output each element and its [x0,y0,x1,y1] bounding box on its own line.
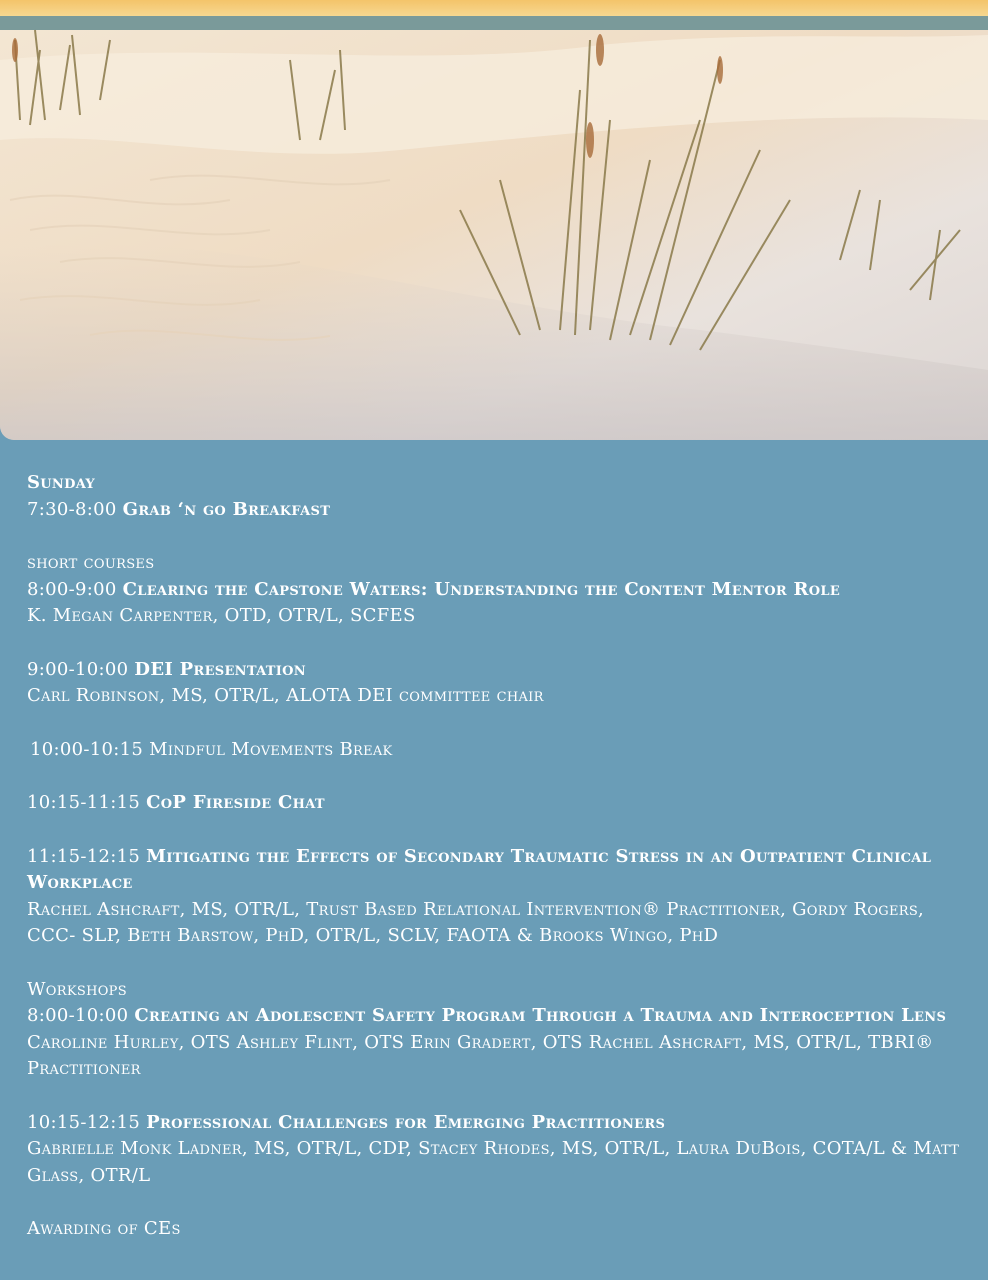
workshop-1-title: Creating an Adolescent Safety Program Through a Trauma and Interoception Lens [134,1005,947,1026]
closing-text: Awarding of CEs [27,1218,181,1239]
short-courses-heading: short courses [27,552,155,573]
session-2-presenters: Carl Robinson, MS, OTR/L, ALOTA DEI committee chair [27,685,544,706]
session-1-presenters: K. Megan Carpenter, OTD, OTR/L, SCFES [27,605,416,626]
session-1-row [27,577,967,604]
session-2-time: 9:00-10:00 [27,658,129,680]
breakfast-time: 7:30-8:00 [27,498,117,520]
session-3-title: CoP Fireside Chat [146,792,325,813]
session-1-title: Clearing the Capstone Waters: Understanding the Content Mentor Role [122,578,841,600]
session-2-title: DEI Presentation [134,658,306,680]
workshop-2-time: 10:15-12:15 [27,1111,141,1133]
workshop-2-presenters: Gabrielle Monk Ladner, MS, OTR/L, CDP, Stacey Rhodes, MS, OTR/L, Laura DuBois, COTA/L & Matt Glass, OTR/L [27,1138,960,1186]
session-2-row [27,657,967,684]
session-4-row [27,844,967,897]
beach-dunes-photo [0,0,988,440]
workshop-1-presenters: Caroline Hurley, OTS Ashley Flint, OTS Erin Gradert, OTS Rachel Ashcraft, MS, OTR/L, TBRI® Practitioner [27,1031,934,1079]
breakfast-title: Grab ‘n go Breakfast [122,498,331,520]
workshop-1-time: 8:00-10:00 [27,1005,129,1026]
workshop-1-row [27,1003,967,1030]
schedule [27,470,967,1243]
workshop-2-row [27,1110,967,1137]
workshops-heading: Workshops [27,978,127,1000]
session-1-time: 8:00-9:00 [27,578,117,600]
session-4-time: 11:15-12:15 [27,845,141,867]
session-3-time: 10:15-11:15 [27,792,141,813]
workshop-2-title: Professional Challenges for Emerging Practitioners [146,1111,666,1133]
session-4-presenters: Rachel Ashcraft, MS, OTR/L, Trust Based Relational Intervention® Practitioner, Gordy Rogers, CCC- SLP, Beth Barstow, PhD, OTR/L, SCLV, FAOTA & Brooks Wingo, PhD [27,898,925,946]
session-4-title: Mitigating the Effects of Secondary Traumatic Stress in an Outpatient Clinical Workplace [27,845,932,893]
day-heading: Sunday [27,472,96,493]
breakfast-row [27,497,967,524]
break-row: 10:00-10:15 Mindful Movements Break [30,738,393,760]
session-3-row [27,790,967,817]
